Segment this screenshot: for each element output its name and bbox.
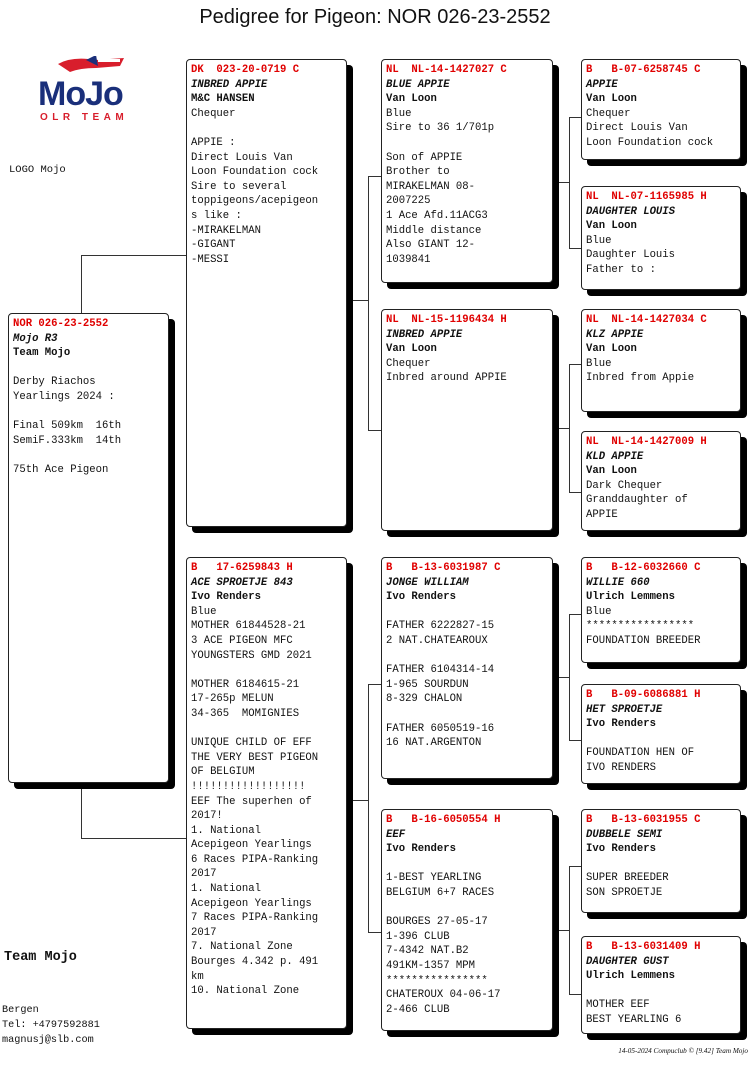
pigeon-name: KLD APPIE — [586, 450, 644, 463]
pigeon-name: DUBBELE SEMI — [586, 828, 663, 841]
notes: Direct Louis Van Loon Foundation cock — [586, 122, 714, 149]
owner: Ivo Renders — [386, 591, 456, 604]
great-grandparent-card[interactable] — [581, 309, 741, 412]
connector — [569, 117, 581, 118]
notes: Sire to 36 1/701p Son of APPIE Brother to MIRAKELMAN 08- 2007225 1 Ace Afd.11ACG3 Middle distance Also GIANT 12- 1039841 — [386, 122, 495, 266]
owner: Team Mojo — [13, 347, 71, 360]
pigeon-name: INBRED APPIE — [386, 328, 463, 341]
great-grandparent-card[interactable] — [581, 59, 741, 160]
sire-dam-card[interactable] — [381, 309, 553, 531]
notes: APPIE : Direct Louis Van Loon Foundation cock Sire to several toppigeons/acepigeon s like : -MIRAKELMAN -GIGANT -MESSI — [191, 136, 319, 266]
owner: M&C HANSEN — [191, 93, 255, 106]
ring-number: B B-13-6031955 C — [586, 814, 701, 826]
owner: Ivo Renders — [586, 843, 656, 856]
pigeon-name: ACE SPROETJE 843 — [191, 576, 293, 589]
owner: Ivo Renders — [191, 591, 261, 604]
logo-caption: LOGO Mojo — [9, 164, 66, 176]
pigeon-color: Blue — [191, 605, 217, 618]
ring-number: NL NL-07-1165985 H — [586, 191, 707, 203]
pigeon-name: APPIE — [586, 78, 618, 91]
ring-number: B B-13-6031409 H — [586, 941, 701, 953]
connector — [81, 255, 186, 256]
connector — [81, 786, 82, 838]
dam-card[interactable] — [186, 557, 347, 1029]
owner: Ivo Renders — [586, 718, 656, 731]
connector — [553, 428, 569, 429]
contact-email[interactable]: magnusj@slb.com — [2, 1035, 94, 1046]
notes: ***************** FOUNDATION BREEDER — [586, 620, 701, 647]
great-grandparent-card[interactable] — [581, 186, 741, 290]
connector — [553, 677, 569, 678]
ring-number: B B-07-6258745 C — [586, 64, 701, 76]
owner: Ulrich Lemmens — [586, 970, 676, 983]
ring-number: B B-16-6050554 H — [386, 814, 501, 826]
pigeon-color: Blue — [586, 605, 612, 618]
pigeon-name: EEF — [386, 828, 406, 841]
great-grandparent-card[interactable] — [581, 936, 741, 1034]
contact-phone: Tel: +4797592881 — [2, 1020, 100, 1031]
connector — [569, 614, 570, 740]
connector — [553, 930, 569, 931]
notes: Daughter Louis Father to : — [586, 249, 676, 276]
sire-card[interactable] — [186, 59, 347, 527]
connector — [81, 838, 186, 839]
great-grandparent-card[interactable] — [581, 431, 741, 531]
ring-number: NL NL-15-1196434 H — [386, 314, 507, 326]
owner: Van Loon — [586, 93, 637, 106]
team-name: Team Mojo — [4, 950, 77, 965]
pigeon-name: DAUGHTER GUST — [586, 955, 669, 968]
pigeon-name: DAUGHTER LOUIS — [586, 205, 676, 218]
connector — [553, 182, 569, 183]
connector — [569, 994, 581, 995]
connector — [569, 740, 581, 741]
contact-block — [2, 1003, 100, 1048]
pigeon-name: Mojo R3 — [13, 332, 58, 345]
notes: Inbred from Appie — [586, 372, 695, 385]
connector — [368, 176, 369, 430]
ring-number: DK 023-20-0719 C — [191, 64, 300, 76]
ring-number: NL NL-14-1427034 C — [586, 314, 707, 326]
notes: 1-BEST YEARLING BELGIUM 6+7 RACES BOURGES 27-05-17 1-396 CLUB 7-4342 NAT.B2 491KM-1357 MPM **************** CHATEROUX 04-06-17 2-466 CLUB — [386, 872, 501, 1016]
contact-city: Bergen — [2, 1005, 39, 1016]
pigeon-color: Dark Chequer — [586, 479, 663, 492]
pigeon-color: Chequer — [586, 107, 631, 120]
pigeon-name: INBRED APPIE — [191, 78, 268, 91]
ring-number: NL NL-14-1427009 H — [586, 436, 707, 448]
connector — [347, 800, 368, 801]
pigeon-color: Blue — [586, 357, 612, 370]
dam-sire-card[interactable] — [381, 557, 553, 779]
pigeon-name: HET SPROETJE — [586, 703, 663, 716]
connector — [368, 684, 381, 685]
mojo-logo — [36, 56, 132, 126]
notes: Inbred around APPIE — [386, 372, 507, 385]
connector — [569, 364, 570, 492]
owner: Van Loon — [586, 220, 637, 233]
ring-number: B B-12-6032660 C — [586, 562, 701, 574]
ring-number: NL NL-14-1427027 C — [386, 64, 507, 76]
page-title: Pedigree for Pigeon: NOR 026-23-2552 — [199, 6, 551, 28]
svg-text:MoJo: MoJo — [38, 75, 123, 113]
pigeon-color: Blue — [586, 234, 612, 247]
connector — [368, 430, 381, 431]
footer: 14-05-2024 Compuclub © [9.42] Team Mojo — [618, 1047, 748, 1055]
ring-number: B B-09-6086881 H — [586, 689, 701, 701]
connector — [569, 492, 581, 493]
pigeon-color: Chequer — [386, 357, 431, 370]
connector — [569, 614, 581, 615]
ring-number: NOR 026-23-2552 — [13, 318, 109, 330]
connector — [569, 117, 570, 248]
great-grandparent-card[interactable] — [581, 684, 741, 784]
connector — [368, 932, 381, 933]
connector — [569, 364, 581, 365]
connector — [569, 866, 570, 994]
pigeon-color: Chequer — [191, 107, 236, 120]
pigeon-name: BLUE APPIE — [386, 78, 450, 91]
pigeon-name: WILLIE 660 — [586, 576, 650, 589]
connector — [347, 300, 368, 301]
owner: Ulrich Lemmens — [586, 591, 676, 604]
notes: FATHER 6222827-15 2 NAT.CHATEAROUX FATHER 6104314-14 1-965 SOURDUN 8-329 CHALON FATHER 6050519-16 16 NAT.ARGENTON — [386, 620, 495, 750]
great-grandparent-card[interactable] — [581, 557, 741, 663]
owner: Van Loon — [586, 343, 637, 356]
owner: Van Loon — [386, 93, 437, 106]
notes: MOTHER EEF BEST YEARLING 6 — [586, 999, 682, 1026]
owner: Van Loon — [586, 465, 637, 478]
svg-text:OLR TEAM: OLR TEAM — [40, 112, 129, 123]
sire-sire-card[interactable] — [381, 59, 553, 283]
pigeon-name: JONGE WILLIAM — [386, 576, 469, 589]
notes: SUPER BREEDER SON SPROETJE — [586, 872, 669, 899]
notes: FOUNDATION HEN OF IVO RENDERS — [586, 747, 695, 774]
connector — [569, 866, 581, 867]
connector — [368, 176, 381, 177]
great-grandparent-card[interactable] — [581, 809, 741, 913]
subject-pigeon-card[interactable] — [8, 313, 169, 783]
ring-number: B 17-6259843 H — [191, 562, 293, 574]
owner: Van Loon — [386, 343, 437, 356]
connector — [569, 248, 581, 249]
pigeon-name: KLZ APPIE — [586, 328, 644, 341]
notes: MOTHER 61844528-21 3 ACE PIGEON MFC YOUNGSTERS GMD 2021 MOTHER 6184615-21 17-265p MELUN 34-365 MOMIGNIES UNIQUE CHILD OF EFF THE VERY BEST PIGEON OF BELGIUM !!!!!!!!!!!!!!!!!! EEF The superhen of 2017! 1. National Acepigeon Yearlings 6 Races PIPA-Ranking 2017 1. National Acepigeon Yearlings 7 Races PIPA-Ranking 2017 7. National Zone Bourges 4.342 p. 491 km 10. National Zone — [191, 620, 319, 998]
notes: Derby Riachos Yearlings 2024 : Final 509km 16th SemiF.333km 14th 75th Ace Pigeon — [13, 376, 122, 476]
owner: Ivo Renders — [386, 843, 456, 856]
dam-dam-card[interactable] — [381, 809, 553, 1031]
ring-number: B B-13-6031987 C — [386, 562, 501, 574]
notes: Granddaughter of APPIE — [586, 494, 688, 521]
connector — [81, 255, 82, 317]
connector — [368, 684, 369, 932]
pigeon-color: Blue — [386, 107, 412, 120]
